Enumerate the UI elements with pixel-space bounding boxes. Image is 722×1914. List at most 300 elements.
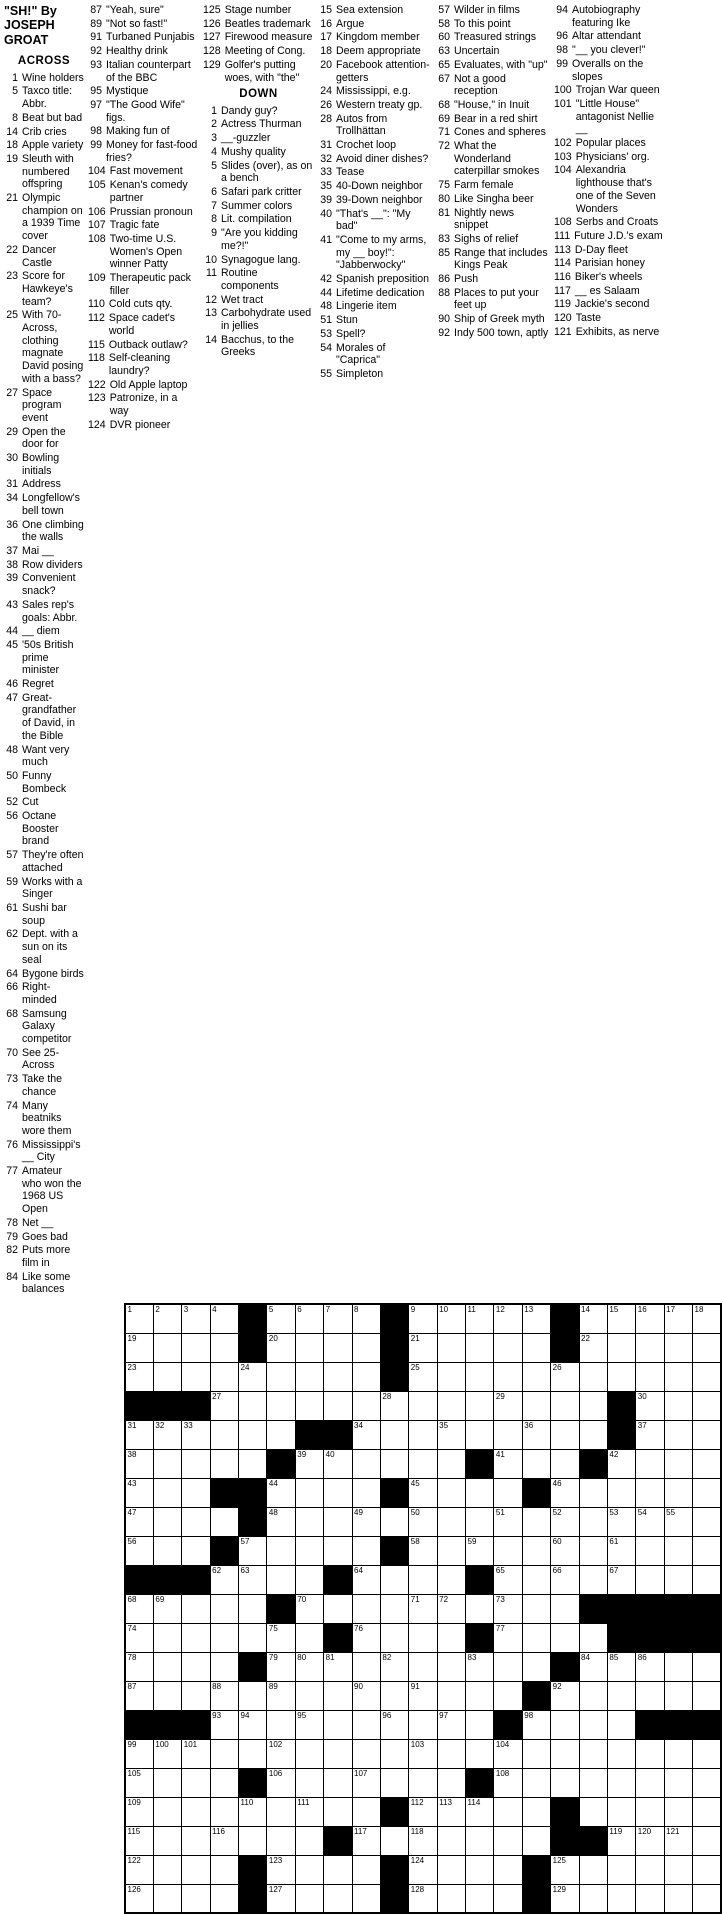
grid-cell[interactable] xyxy=(125,1826,153,1855)
grid-cell[interactable] xyxy=(352,1333,380,1362)
grid-cell[interactable] xyxy=(295,1507,323,1536)
grid-cell[interactable] xyxy=(607,1826,635,1855)
grid-cell[interactable] xyxy=(267,1391,295,1420)
grid-cell[interactable] xyxy=(693,1681,721,1710)
grid-cell[interactable] xyxy=(267,1565,295,1594)
grid-cell[interactable] xyxy=(125,1652,153,1681)
grid-cell[interactable] xyxy=(267,1710,295,1739)
grid-cell[interactable] xyxy=(239,1565,267,1594)
grid-cell[interactable] xyxy=(267,1536,295,1565)
grid-cell[interactable] xyxy=(182,1536,210,1565)
grid-cell[interactable] xyxy=(409,1391,437,1420)
grid-cell[interactable] xyxy=(125,1884,153,1913)
grid-cell[interactable] xyxy=(352,1623,380,1652)
grid-cell[interactable] xyxy=(153,1594,181,1623)
grid-cell[interactable] xyxy=(352,1565,380,1594)
grid-cell[interactable] xyxy=(295,1623,323,1652)
grid-cell[interactable] xyxy=(295,1304,323,1333)
grid-cell[interactable] xyxy=(494,1391,522,1420)
grid-cell[interactable] xyxy=(494,1652,522,1681)
grid-cell[interactable] xyxy=(352,1391,380,1420)
grid-cell[interactable] xyxy=(295,1681,323,1710)
grid-cell[interactable] xyxy=(409,1304,437,1333)
grid-cell[interactable] xyxy=(466,1478,494,1507)
grid-cell[interactable] xyxy=(522,1594,550,1623)
grid-cell[interactable] xyxy=(607,1565,635,1594)
grid-cell[interactable] xyxy=(579,1333,607,1362)
grid-cell[interactable] xyxy=(437,1797,465,1826)
grid-cell[interactable] xyxy=(494,1797,522,1826)
grid-cell[interactable] xyxy=(352,1710,380,1739)
grid-cell[interactable] xyxy=(324,1391,352,1420)
grid-cell[interactable] xyxy=(324,1507,352,1536)
grid-cell[interactable] xyxy=(125,1797,153,1826)
grid-cell[interactable] xyxy=(551,1855,579,1884)
grid-cell[interactable] xyxy=(409,1333,437,1362)
grid-cell[interactable] xyxy=(125,1420,153,1449)
grid-cell[interactable] xyxy=(239,1536,267,1565)
grid-cell[interactable] xyxy=(352,1855,380,1884)
grid-cell[interactable] xyxy=(664,1536,692,1565)
grid-cell[interactable] xyxy=(607,1478,635,1507)
grid-cell[interactable] xyxy=(551,1710,579,1739)
grid-cell[interactable] xyxy=(352,1362,380,1391)
grid-cell[interactable] xyxy=(579,1362,607,1391)
grid-cell[interactable] xyxy=(579,1391,607,1420)
grid-cell[interactable] xyxy=(324,1739,352,1768)
grid-cell[interactable] xyxy=(153,1739,181,1768)
grid-cell[interactable] xyxy=(409,1797,437,1826)
grid-cell[interactable] xyxy=(153,1420,181,1449)
grid-cell[interactable] xyxy=(352,1594,380,1623)
grid-cell[interactable] xyxy=(607,1304,635,1333)
grid-cell[interactable] xyxy=(607,1768,635,1797)
grid-cell[interactable] xyxy=(551,1565,579,1594)
grid-cell[interactable] xyxy=(324,1884,352,1913)
grid-cell[interactable] xyxy=(437,1478,465,1507)
grid-cell[interactable] xyxy=(437,1681,465,1710)
grid-cell[interactable] xyxy=(551,1623,579,1652)
grid-cell[interactable] xyxy=(409,1536,437,1565)
grid-cell[interactable] xyxy=(494,1681,522,1710)
grid-cell[interactable] xyxy=(437,1739,465,1768)
grid-cell[interactable] xyxy=(579,1478,607,1507)
grid-cell[interactable] xyxy=(551,1536,579,1565)
grid-cell[interactable] xyxy=(693,1652,721,1681)
grid-cell[interactable] xyxy=(579,1565,607,1594)
grid-cell[interactable] xyxy=(295,1449,323,1478)
grid-cell[interactable] xyxy=(153,1507,181,1536)
grid-cell[interactable] xyxy=(466,1536,494,1565)
grid-cell[interactable] xyxy=(182,1855,210,1884)
grid-cell[interactable] xyxy=(210,1623,238,1652)
grid-cell[interactable] xyxy=(693,1739,721,1768)
grid-cell[interactable] xyxy=(409,1884,437,1913)
grid-cell[interactable] xyxy=(579,1304,607,1333)
grid-cell[interactable] xyxy=(693,1478,721,1507)
grid-cell[interactable] xyxy=(522,1623,550,1652)
grid-cell[interactable] xyxy=(352,1826,380,1855)
grid-cell[interactable] xyxy=(437,1623,465,1652)
grid-cell[interactable] xyxy=(295,1652,323,1681)
grid-cell[interactable] xyxy=(494,1478,522,1507)
grid-cell[interactable] xyxy=(352,1797,380,1826)
grid-cell[interactable] xyxy=(380,1739,408,1768)
grid-cell[interactable] xyxy=(125,1739,153,1768)
grid-cell[interactable] xyxy=(636,1855,664,1884)
grid-cell[interactable] xyxy=(522,1826,550,1855)
grid-cell[interactable] xyxy=(664,1391,692,1420)
grid-cell[interactable] xyxy=(409,1826,437,1855)
grid-cell[interactable] xyxy=(664,1768,692,1797)
grid-cell[interactable] xyxy=(125,1362,153,1391)
grid-cell[interactable] xyxy=(636,1884,664,1913)
grid-cell[interactable] xyxy=(210,1884,238,1913)
grid-cell[interactable] xyxy=(380,1391,408,1420)
grid-cell[interactable] xyxy=(693,1507,721,1536)
grid-cell[interactable] xyxy=(324,1362,352,1391)
grid-cell[interactable] xyxy=(522,1768,550,1797)
grid-cell[interactable] xyxy=(352,1478,380,1507)
grid-cell[interactable] xyxy=(267,1884,295,1913)
grid-cell[interactable] xyxy=(522,1797,550,1826)
grid-cell[interactable] xyxy=(551,1768,579,1797)
grid-cell[interactable] xyxy=(182,1449,210,1478)
grid-cell[interactable] xyxy=(380,1768,408,1797)
grid-cell[interactable] xyxy=(437,1333,465,1362)
grid-cell[interactable] xyxy=(295,1594,323,1623)
grid-cell[interactable] xyxy=(210,1507,238,1536)
grid-cell[interactable] xyxy=(409,1623,437,1652)
grid-cell[interactable] xyxy=(551,1391,579,1420)
grid-cell[interactable] xyxy=(522,1739,550,1768)
grid-cell[interactable] xyxy=(239,1623,267,1652)
grid-cell[interactable] xyxy=(664,1478,692,1507)
grid-cell[interactable] xyxy=(182,1420,210,1449)
grid-cell[interactable] xyxy=(664,1652,692,1681)
grid-cell[interactable] xyxy=(267,1855,295,1884)
grid-cell[interactable] xyxy=(409,1420,437,1449)
grid-cell[interactable] xyxy=(210,1333,238,1362)
grid-cell[interactable] xyxy=(239,1420,267,1449)
grid-cell[interactable] xyxy=(579,1768,607,1797)
grid-cell[interactable] xyxy=(579,1797,607,1826)
grid-cell[interactable] xyxy=(693,1565,721,1594)
grid-cell[interactable] xyxy=(437,1884,465,1913)
grid-cell[interactable] xyxy=(693,1536,721,1565)
grid-cell[interactable] xyxy=(494,1536,522,1565)
grid-cell[interactable] xyxy=(409,1652,437,1681)
grid-cell[interactable] xyxy=(466,1652,494,1681)
grid-cell[interactable] xyxy=(437,1449,465,1478)
grid-cell[interactable] xyxy=(607,1333,635,1362)
grid-cell[interactable] xyxy=(466,1739,494,1768)
grid-cell[interactable] xyxy=(210,1652,238,1681)
grid-cell[interactable] xyxy=(210,1768,238,1797)
grid-cell[interactable] xyxy=(664,1304,692,1333)
grid-cell[interactable] xyxy=(380,1565,408,1594)
grid-cell[interactable] xyxy=(664,1362,692,1391)
grid-cell[interactable] xyxy=(409,1449,437,1478)
grid-cell[interactable] xyxy=(182,1304,210,1333)
grid-cell[interactable] xyxy=(636,1507,664,1536)
grid-cell[interactable] xyxy=(522,1333,550,1362)
grid-cell[interactable] xyxy=(437,1855,465,1884)
grid-cell[interactable] xyxy=(239,1391,267,1420)
grid-cell[interactable] xyxy=(607,1855,635,1884)
grid-cell[interactable] xyxy=(494,1333,522,1362)
grid-cell[interactable] xyxy=(324,1768,352,1797)
grid-cell[interactable] xyxy=(466,1391,494,1420)
grid-cell[interactable] xyxy=(494,1826,522,1855)
grid-cell[interactable] xyxy=(295,1855,323,1884)
grid-cell[interactable] xyxy=(352,1304,380,1333)
grid-cell[interactable] xyxy=(153,1362,181,1391)
grid-cell[interactable] xyxy=(636,1681,664,1710)
grid-cell[interactable] xyxy=(182,1826,210,1855)
grid-cell[interactable] xyxy=(579,1652,607,1681)
grid-cell[interactable] xyxy=(693,1449,721,1478)
grid-cell[interactable] xyxy=(182,1739,210,1768)
grid-cell[interactable] xyxy=(494,1449,522,1478)
grid-cell[interactable] xyxy=(352,1507,380,1536)
grid-cell[interactable] xyxy=(267,1507,295,1536)
grid-cell[interactable] xyxy=(551,1884,579,1913)
grid-cell[interactable] xyxy=(295,1797,323,1826)
grid-cell[interactable] xyxy=(551,1507,579,1536)
grid-cell[interactable] xyxy=(239,1739,267,1768)
grid-cell[interactable] xyxy=(352,1652,380,1681)
grid-cell[interactable] xyxy=(494,1884,522,1913)
grid-cell[interactable] xyxy=(267,1623,295,1652)
grid-cell[interactable] xyxy=(295,1884,323,1913)
grid-cell[interactable] xyxy=(125,1304,153,1333)
grid-cell[interactable] xyxy=(693,1362,721,1391)
grid-cell[interactable] xyxy=(380,1449,408,1478)
grid-cell[interactable] xyxy=(693,1333,721,1362)
grid-cell[interactable] xyxy=(295,1536,323,1565)
grid-cell[interactable] xyxy=(267,1362,295,1391)
grid-cell[interactable] xyxy=(607,1739,635,1768)
grid-cell[interactable] xyxy=(466,1884,494,1913)
grid-cell[interactable] xyxy=(125,1768,153,1797)
grid-cell[interactable] xyxy=(409,1507,437,1536)
grid-cell[interactable] xyxy=(579,1420,607,1449)
grid-cell[interactable] xyxy=(125,1594,153,1623)
grid-cell[interactable] xyxy=(466,1797,494,1826)
grid-cell[interactable] xyxy=(409,1739,437,1768)
grid-cell[interactable] xyxy=(494,1304,522,1333)
grid-cell[interactable] xyxy=(579,1507,607,1536)
grid-cell[interactable] xyxy=(324,1333,352,1362)
grid-cell[interactable] xyxy=(664,1681,692,1710)
grid-cell[interactable] xyxy=(239,1826,267,1855)
grid-cell[interactable] xyxy=(437,1304,465,1333)
grid-cell[interactable] xyxy=(693,1884,721,1913)
grid-cell[interactable] xyxy=(664,1797,692,1826)
grid-cell[interactable] xyxy=(522,1391,550,1420)
grid-cell[interactable] xyxy=(636,1478,664,1507)
grid-cell[interactable] xyxy=(409,1710,437,1739)
grid-cell[interactable] xyxy=(210,1304,238,1333)
grid-cell[interactable] xyxy=(125,1681,153,1710)
grid-cell[interactable] xyxy=(352,1449,380,1478)
grid-cell[interactable] xyxy=(466,1855,494,1884)
grid-cell[interactable] xyxy=(352,1739,380,1768)
grid-cell[interactable] xyxy=(409,1855,437,1884)
grid-cell[interactable] xyxy=(693,1797,721,1826)
grid-cell[interactable] xyxy=(409,1768,437,1797)
grid-cell[interactable] xyxy=(153,1884,181,1913)
grid-cell[interactable] xyxy=(182,1623,210,1652)
grid-cell[interactable] xyxy=(267,1768,295,1797)
grid-cell[interactable] xyxy=(551,1739,579,1768)
grid-cell[interactable] xyxy=(551,1362,579,1391)
grid-cell[interactable] xyxy=(636,1565,664,1594)
grid-cell[interactable] xyxy=(153,1826,181,1855)
grid-cell[interactable] xyxy=(551,1681,579,1710)
grid-cell[interactable] xyxy=(239,1594,267,1623)
grid-cell[interactable] xyxy=(210,1797,238,1826)
grid-cell[interactable] xyxy=(607,1710,635,1739)
grid-cell[interactable] xyxy=(409,1478,437,1507)
grid-cell[interactable] xyxy=(494,1565,522,1594)
grid-cell[interactable] xyxy=(466,1710,494,1739)
grid-cell[interactable] xyxy=(607,1681,635,1710)
grid-cell[interactable] xyxy=(380,1623,408,1652)
grid-cell[interactable] xyxy=(153,1855,181,1884)
grid-cell[interactable] xyxy=(380,1594,408,1623)
grid-cell[interactable] xyxy=(466,1304,494,1333)
grid-cell[interactable] xyxy=(352,1768,380,1797)
grid-cell[interactable] xyxy=(466,1826,494,1855)
grid-cell[interactable] xyxy=(664,1420,692,1449)
grid-cell[interactable] xyxy=(522,1536,550,1565)
grid-cell[interactable] xyxy=(494,1623,522,1652)
grid-cell[interactable] xyxy=(324,1652,352,1681)
grid-cell[interactable] xyxy=(551,1478,579,1507)
grid-cell[interactable] xyxy=(210,1594,238,1623)
grid-cell[interactable] xyxy=(324,1536,352,1565)
puzzle-grid[interactable] xyxy=(124,1303,722,1914)
grid-cell[interactable] xyxy=(494,1420,522,1449)
grid-cell[interactable] xyxy=(437,1362,465,1391)
grid-cell[interactable] xyxy=(153,1681,181,1710)
grid-cell[interactable] xyxy=(352,1884,380,1913)
grid-cell[interactable] xyxy=(267,1333,295,1362)
grid-cell[interactable] xyxy=(494,1362,522,1391)
grid-cell[interactable] xyxy=(664,1884,692,1913)
grid-cell[interactable] xyxy=(267,1652,295,1681)
grid-cell[interactable] xyxy=(182,1884,210,1913)
grid-cell[interactable] xyxy=(153,1768,181,1797)
grid-cell[interactable] xyxy=(636,1420,664,1449)
grid-cell[interactable] xyxy=(239,1797,267,1826)
grid-cell[interactable] xyxy=(267,1420,295,1449)
grid-cell[interactable] xyxy=(409,1594,437,1623)
grid-cell[interactable] xyxy=(352,1681,380,1710)
grid-cell[interactable] xyxy=(182,1507,210,1536)
grid-cell[interactable] xyxy=(437,1420,465,1449)
grid-cell[interactable] xyxy=(153,1449,181,1478)
grid-cell[interactable] xyxy=(607,1449,635,1478)
grid-cell[interactable] xyxy=(607,1884,635,1913)
grid-cell[interactable] xyxy=(125,1623,153,1652)
grid-cell[interactable] xyxy=(324,1681,352,1710)
grid-cell[interactable] xyxy=(267,1826,295,1855)
grid-cell[interactable] xyxy=(295,1333,323,1362)
grid-cell[interactable] xyxy=(522,1362,550,1391)
grid-cell[interactable] xyxy=(267,1478,295,1507)
grid-cell[interactable] xyxy=(295,1739,323,1768)
grid-cell[interactable] xyxy=(693,1826,721,1855)
grid-cell[interactable] xyxy=(324,1478,352,1507)
grid-cell[interactable] xyxy=(210,1565,238,1594)
grid-cell[interactable] xyxy=(664,1739,692,1768)
grid-cell[interactable] xyxy=(636,1652,664,1681)
grid-cell[interactable] xyxy=(693,1855,721,1884)
grid-cell[interactable] xyxy=(607,1652,635,1681)
grid-cell[interactable] xyxy=(210,1362,238,1391)
grid-cell[interactable] xyxy=(664,1333,692,1362)
grid-cell[interactable] xyxy=(409,1681,437,1710)
grid-cell[interactable] xyxy=(210,1449,238,1478)
grid-cell[interactable] xyxy=(437,1710,465,1739)
grid-cell[interactable] xyxy=(352,1536,380,1565)
grid-cell[interactable] xyxy=(693,1304,721,1333)
grid-cell[interactable] xyxy=(636,1536,664,1565)
grid-cell[interactable] xyxy=(437,1652,465,1681)
grid-cell[interactable] xyxy=(466,1333,494,1362)
grid-cell[interactable] xyxy=(182,1797,210,1826)
grid-cell[interactable] xyxy=(182,1768,210,1797)
grid-cell[interactable] xyxy=(579,1681,607,1710)
grid-cell[interactable] xyxy=(324,1304,352,1333)
grid-cell[interactable] xyxy=(664,1449,692,1478)
grid-cell[interactable] xyxy=(295,1768,323,1797)
grid-cell[interactable] xyxy=(210,1855,238,1884)
grid-cell[interactable] xyxy=(409,1362,437,1391)
grid-cell[interactable] xyxy=(380,1652,408,1681)
grid-cell[interactable] xyxy=(380,1710,408,1739)
grid-cell[interactable] xyxy=(522,1565,550,1594)
grid-cell[interactable] xyxy=(182,1478,210,1507)
grid-cell[interactable] xyxy=(636,1391,664,1420)
grid-cell[interactable] xyxy=(210,1681,238,1710)
grid-cell[interactable] xyxy=(380,1826,408,1855)
grid-cell[interactable] xyxy=(153,1478,181,1507)
grid-cell[interactable] xyxy=(210,1420,238,1449)
grid-cell[interactable] xyxy=(210,1739,238,1768)
grid-cell[interactable] xyxy=(579,1536,607,1565)
grid-cell[interactable] xyxy=(153,1304,181,1333)
grid-cell[interactable] xyxy=(239,1362,267,1391)
grid-cell[interactable] xyxy=(579,1623,607,1652)
grid-cell[interactable] xyxy=(494,1768,522,1797)
grid-cell[interactable] xyxy=(437,1391,465,1420)
grid-cell[interactable] xyxy=(664,1507,692,1536)
grid-cell[interactable] xyxy=(295,1710,323,1739)
grid-cell[interactable] xyxy=(607,1536,635,1565)
grid-cell[interactable] xyxy=(437,1507,465,1536)
grid-cell[interactable] xyxy=(295,1391,323,1420)
grid-cell[interactable] xyxy=(267,1739,295,1768)
grid-cell[interactable] xyxy=(182,1681,210,1710)
grid-cell[interactable] xyxy=(409,1565,437,1594)
grid-cell[interactable] xyxy=(125,1333,153,1362)
grid-cell[interactable] xyxy=(437,1565,465,1594)
grid-cell[interactable] xyxy=(153,1333,181,1362)
